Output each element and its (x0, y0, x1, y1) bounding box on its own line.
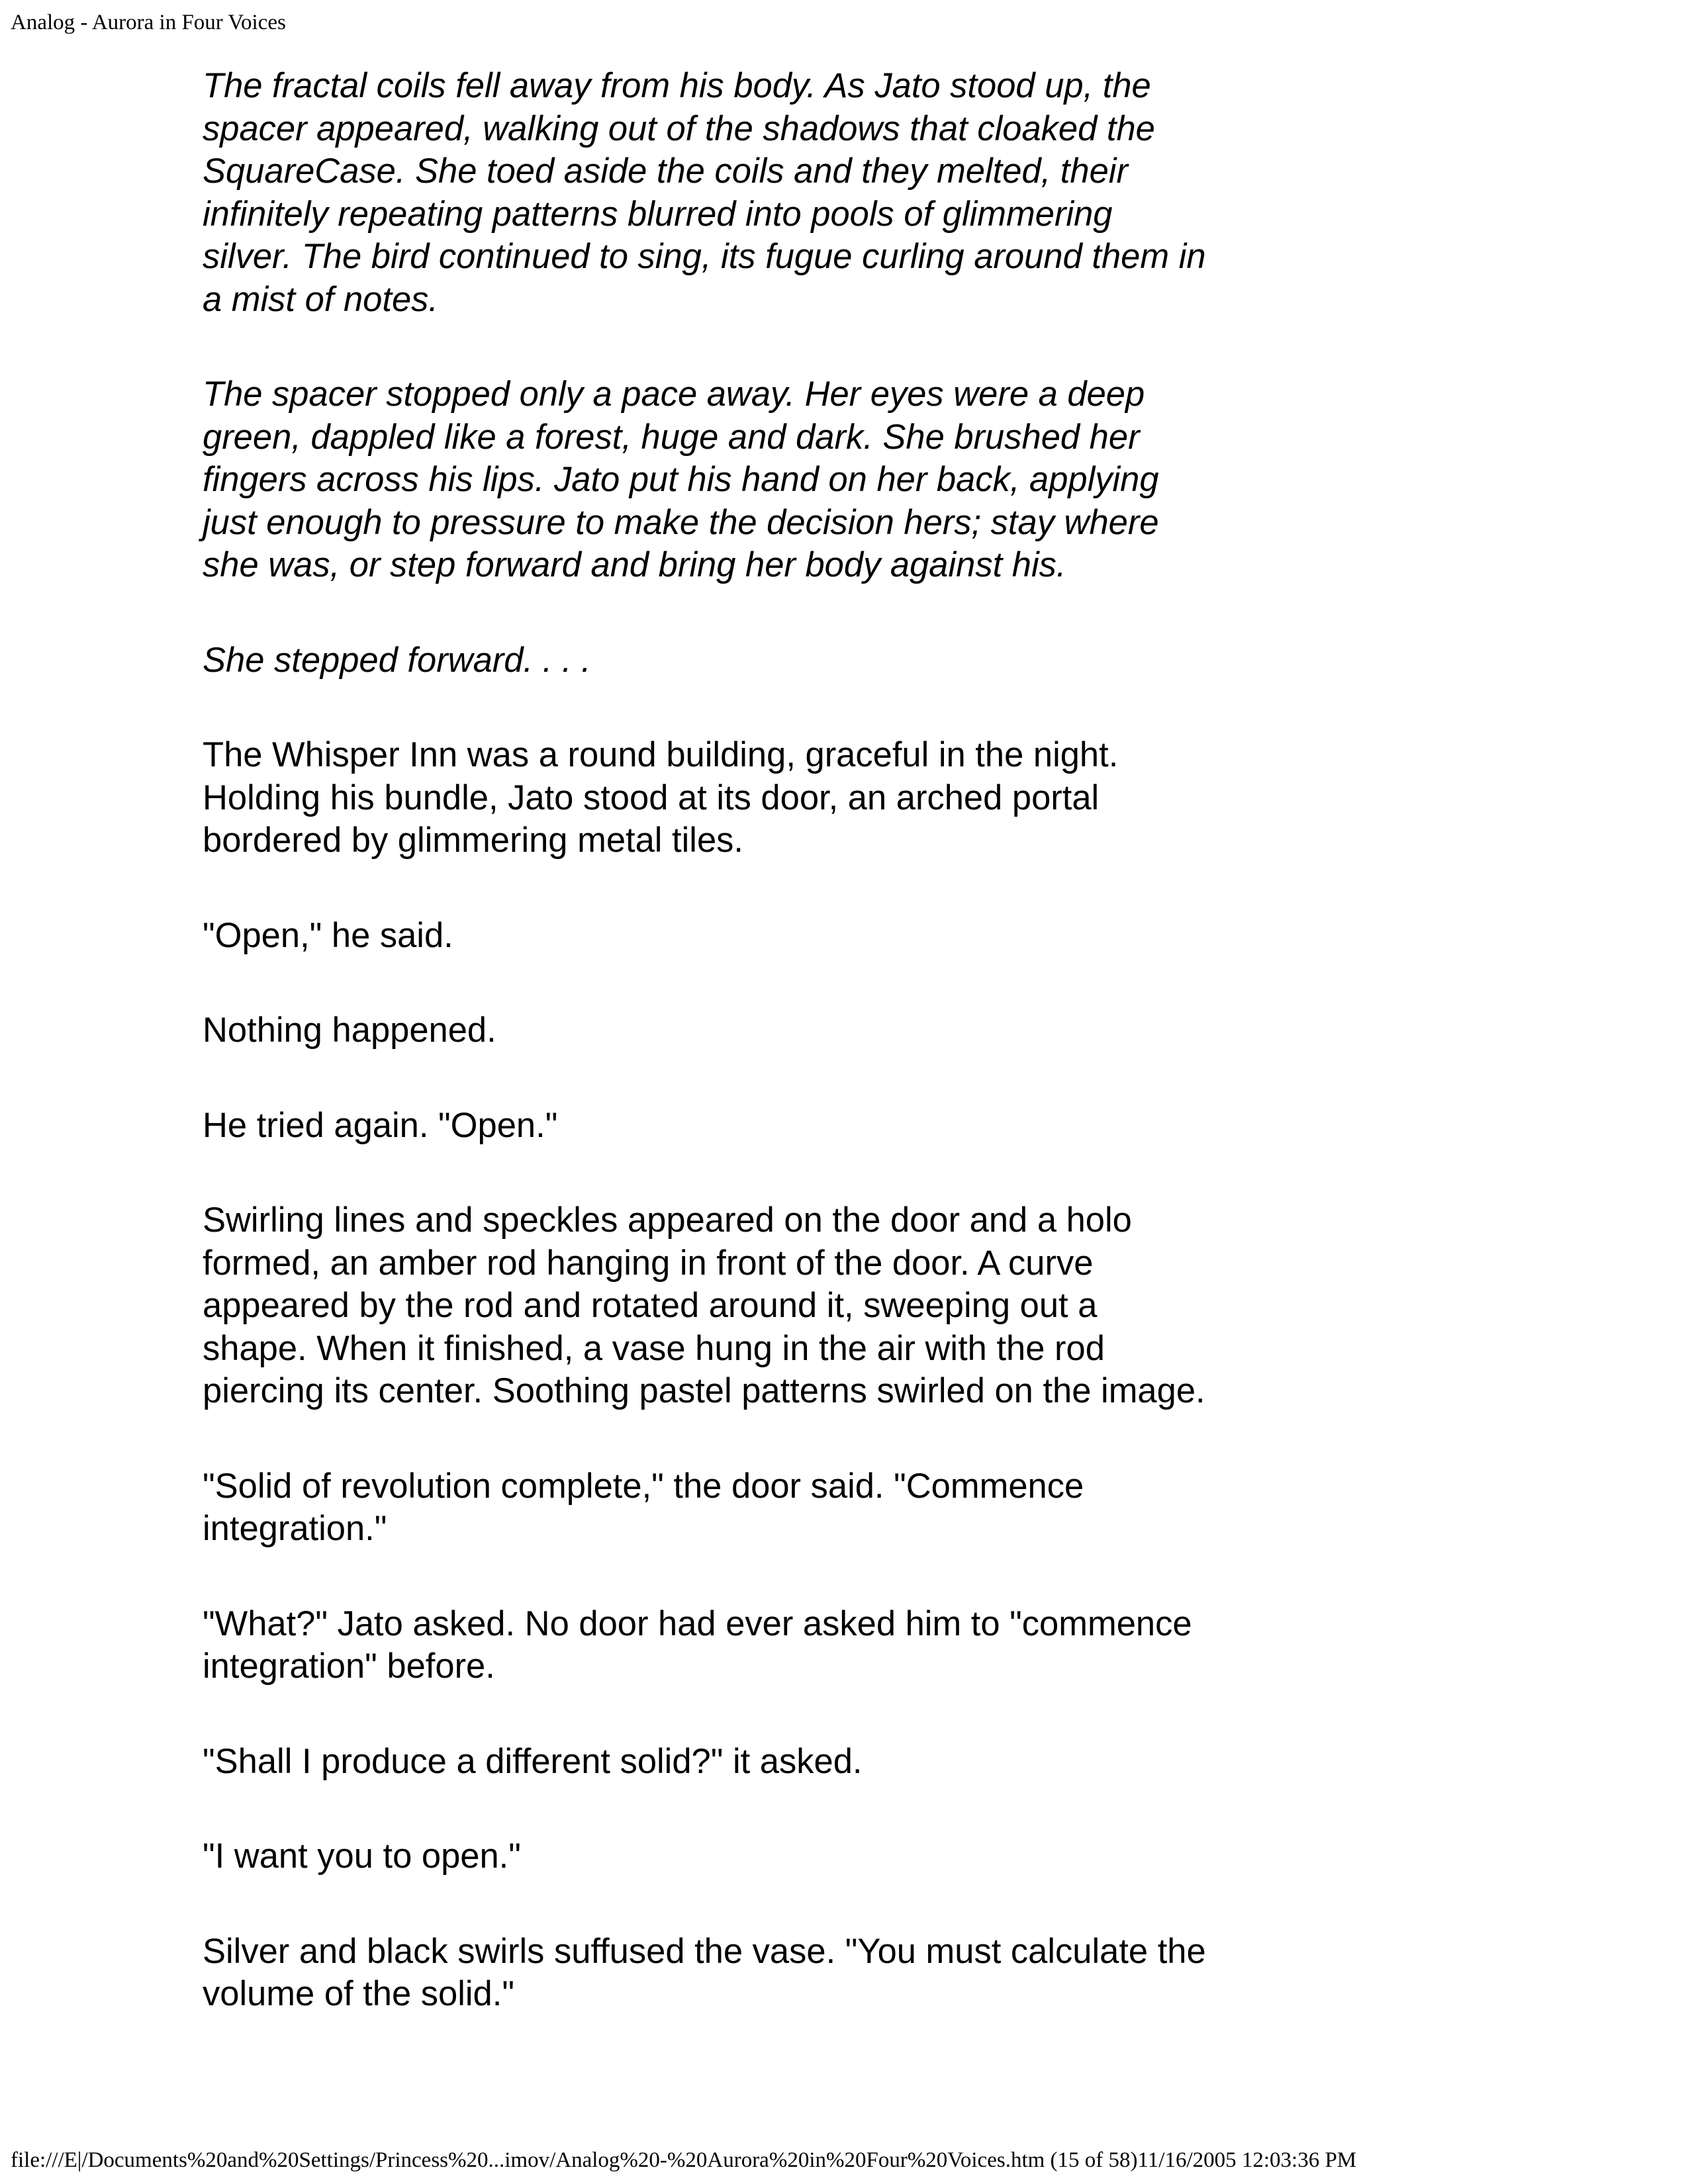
story-paragraph: Nothing happened. (203, 1011, 496, 1050)
page-header-title: Analog - Aurora in Four Voices (11, 11, 286, 34)
story-paragraph: He tried again. "Open." (203, 1105, 558, 1145)
story-paragraph: The Whisper Inn was a round building, graceful in the night. Holding his bundle, Jato stood at its door, an arched portal bordered by glimmering metal tiles. (203, 735, 1119, 860)
story-paragraph: "Open," he said. (203, 915, 453, 955)
story-paragraph: Silver and black swirls suffused the vase. "You must calculate the volume of the solid." (203, 1931, 1206, 2013)
story-paragraph: Swirling lines and speckles appeared on the door and a holo formed, an amber rod hanging in front of the door. A curve appeared by the rod and rotated around it, sweeping out a shape. When it finished, a vase hung in the air with the rod piercing its center. Soothing pastel patterns swirled on the image. (203, 1201, 1205, 1410)
page-footer-file-path: file:///E|/Documents%20and%20Settings/Princess%20...imov/Analog%20-%20Aurora%20in%20Four%20Voices.htm (15 of 58)11/16/2005 12:03:36 PM (11, 2148, 1357, 2172)
story-paragraph: The fractal coils fell away from his body. As Jato stood up, the spacer appeared, walking out of the shadows that cloaked the SquareCase. She toed aside the coils and they melted, their infinitely repeating patterns blurred into pools of glimmering silver. The bird continued to sing, its fugue curling around them in a mist of notes. (203, 66, 1206, 319)
story-paragraph: "Shall I produce a different solid?" it asked. (203, 1741, 863, 1781)
story-paragraph: "I want you to open." (203, 1837, 521, 1876)
story-paragraph: "What?" Jato asked. No door had ever asked him to "commence integration" before. (203, 1604, 1192, 1686)
story-paragraph: She stepped forward. . . . (203, 640, 591, 680)
story-paragraph: "Solid of revolution complete," the door said. "Commence integration." (203, 1466, 1084, 1548)
story-paragraph: The spacer stopped only a pace away. Her eyes were a deep green, dappled like a forest, huge and dark. She brushed her fingers across his lips. Jato put his hand on her back, applying just enough to pressure to make the decision hers; stay where she was, or step forward and bring her body against his. (203, 375, 1159, 584)
story-body (203, 65, 1209, 2016)
